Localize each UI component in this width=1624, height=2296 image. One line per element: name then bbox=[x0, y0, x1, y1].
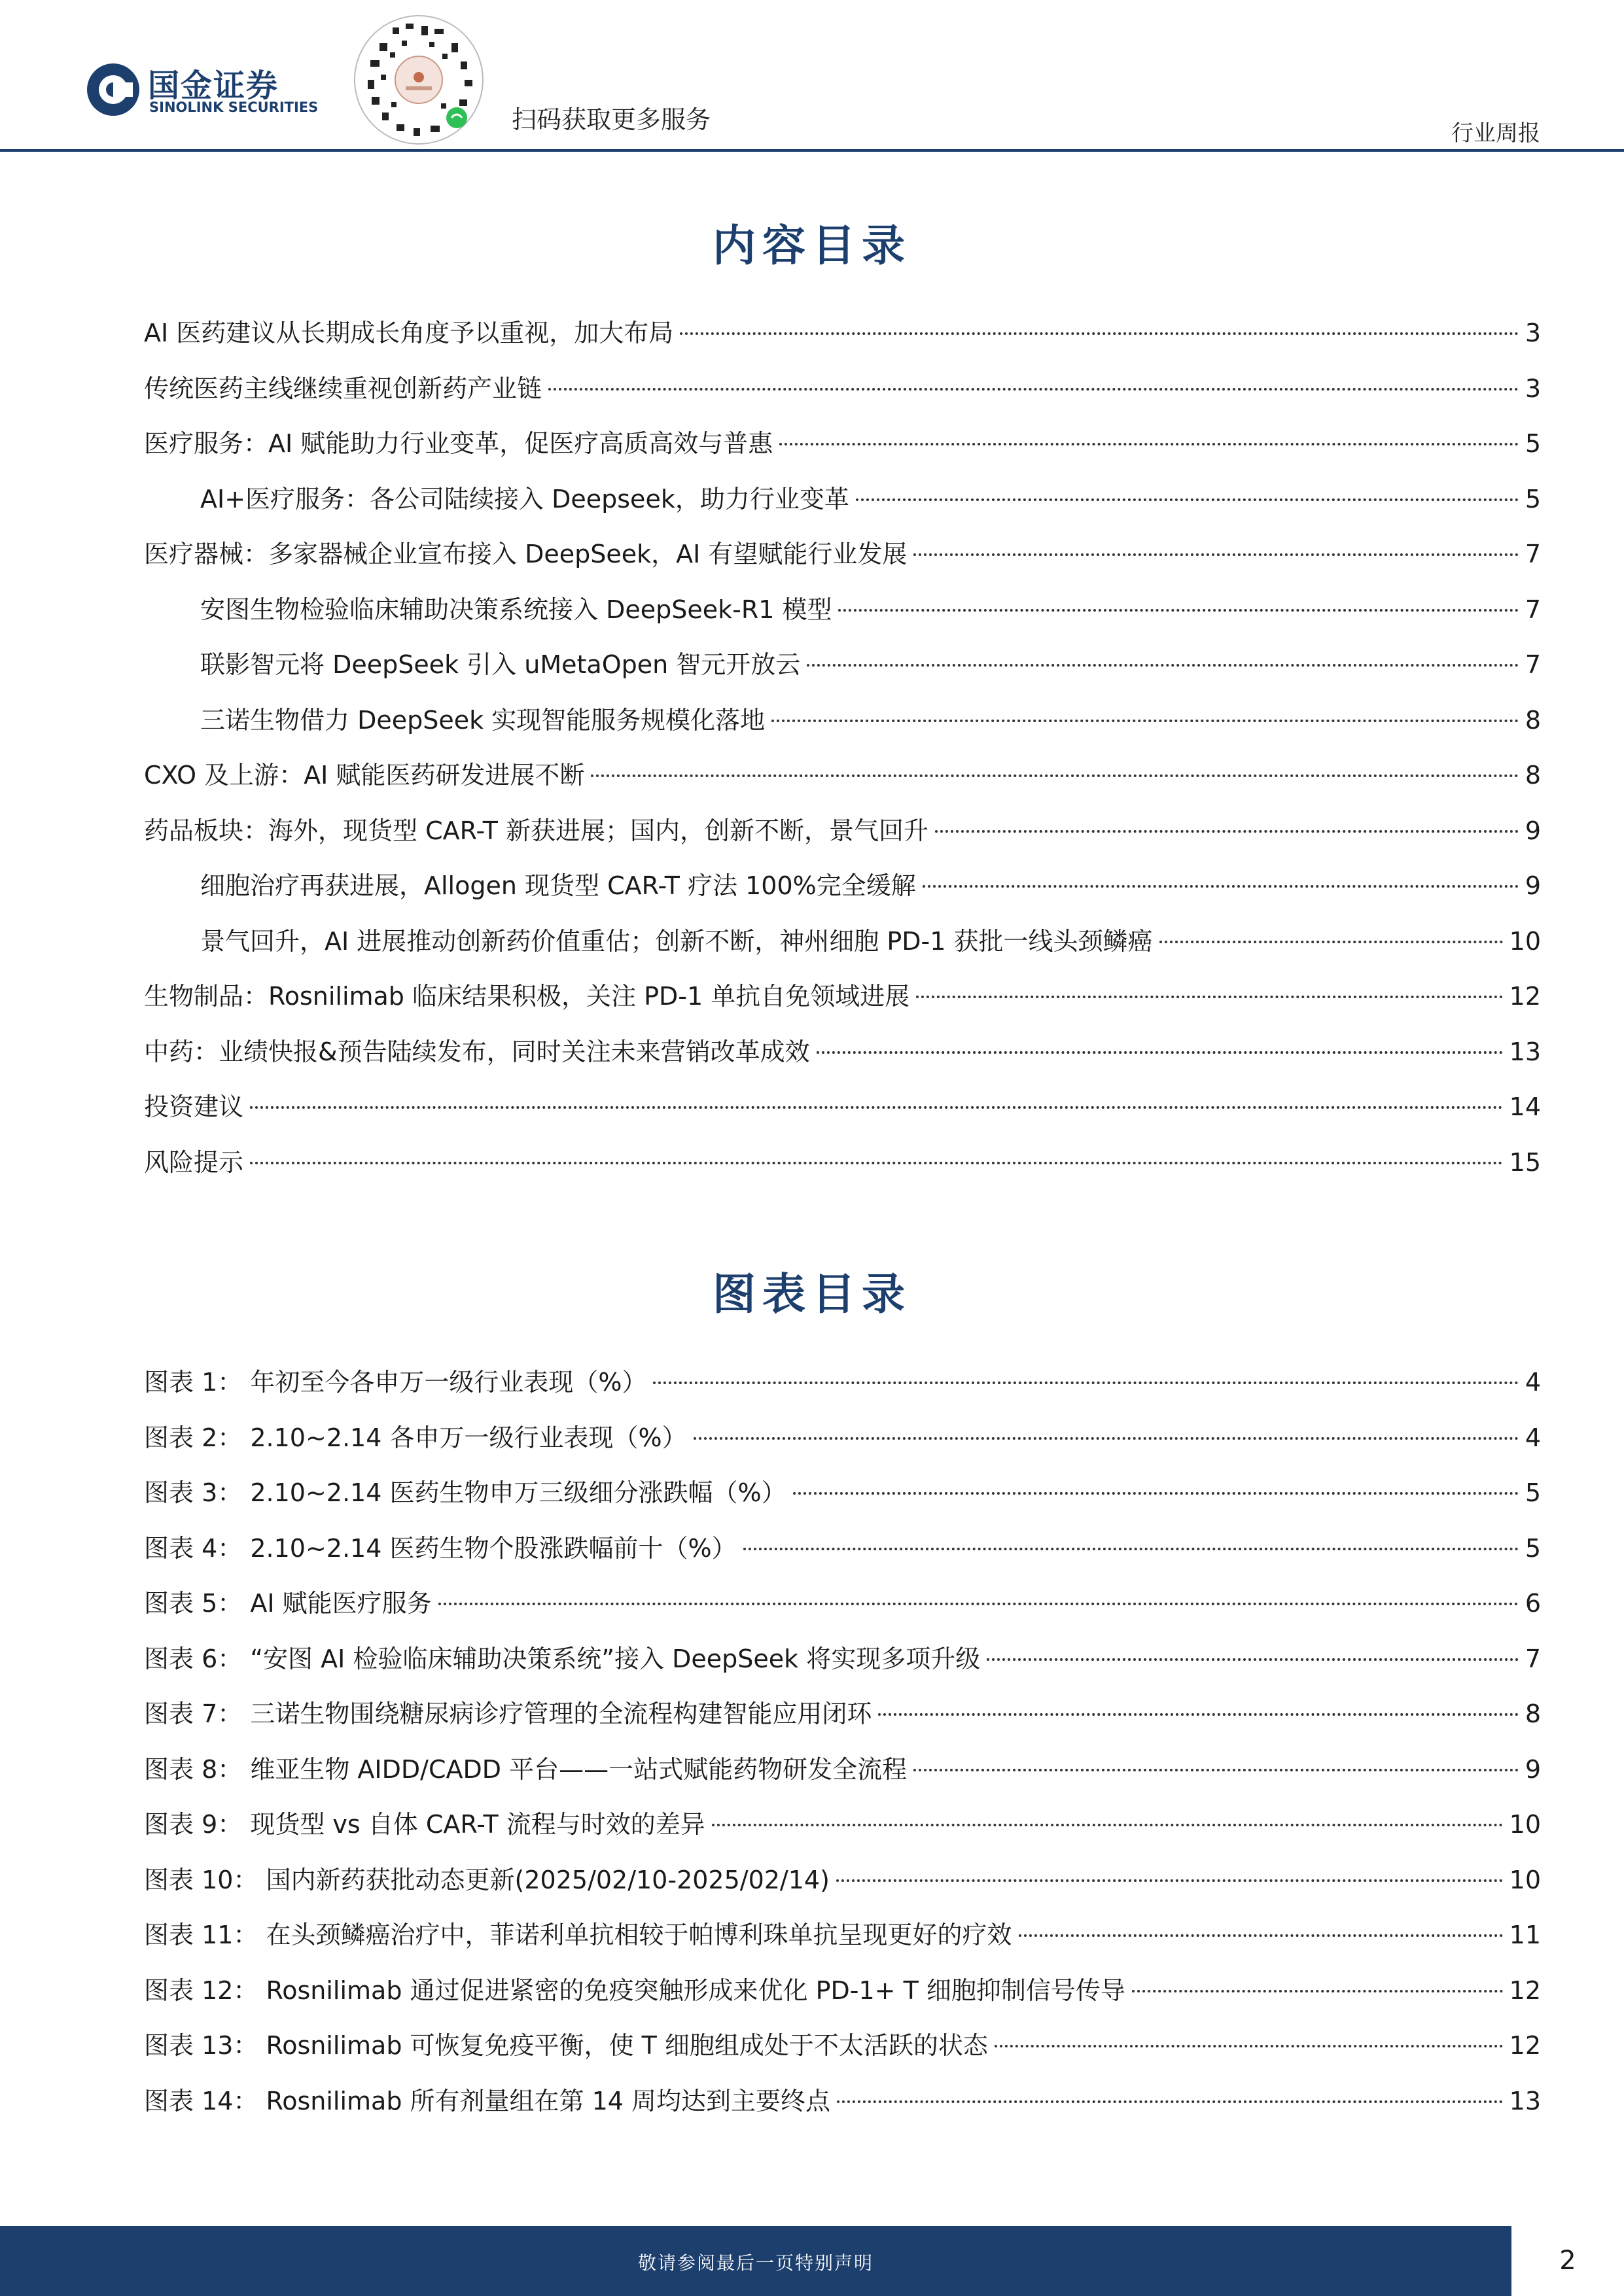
entry-page-number: 4 bbox=[1525, 1368, 1541, 1397]
entry-page-number: 8 bbox=[1525, 705, 1541, 735]
entry-label: 生物制品：Rosnilimab 临床结果积极，关注 PD-1 单抗自免领域进展 bbox=[144, 982, 910, 1011]
entry-page-number: 5 bbox=[1525, 429, 1541, 458]
company-logo-icon bbox=[86, 63, 140, 116]
figure-entry[interactable] bbox=[144, 1528, 1541, 1584]
entry-label: CXO 及上游：AI 赋能医药研发进展不断 bbox=[144, 761, 585, 790]
logo-chinese-name: 国金证券 bbox=[148, 67, 279, 104]
dot-leader bbox=[817, 1051, 1503, 1054]
entry-label: 图表 4： 2.10~2.14 医药生物个股涨跌幅前十（%） bbox=[144, 1533, 737, 1563]
qr-caption: 扫码获取更多服务 bbox=[512, 105, 711, 134]
document-type-label: 行业周报 bbox=[1451, 120, 1540, 147]
toc-entry[interactable] bbox=[144, 810, 1541, 866]
toc-entry[interactable] bbox=[144, 368, 1541, 424]
entry-label: 投资建议 bbox=[144, 1092, 244, 1121]
dot-leader bbox=[1019, 1934, 1503, 1937]
entry-page-number: 10 bbox=[1509, 1810, 1541, 1839]
figure-entry[interactable] bbox=[144, 1472, 1541, 1528]
dot-leader bbox=[995, 2045, 1503, 2047]
entry-label: 图表 3： 2.10~2.14 医药生物申万三级细分涨跌幅（%） bbox=[144, 1478, 786, 1507]
entry-label: 图表 14： Rosnilimab 所有剂量组在第 14 周均达到主要终点 bbox=[144, 2086, 831, 2115]
entry-page-number: 8 bbox=[1525, 1699, 1541, 1728]
entry-label: 图表 7： 三诺生物围绕糖尿病诊疗管理的全流程构建智能应用闭环 bbox=[144, 1699, 872, 1728]
entry-page-number: 9 bbox=[1525, 871, 1541, 900]
figure-entry[interactable] bbox=[144, 1804, 1541, 1860]
entry-label: AI 医药建议从长期成长角度予以重视，加大布局 bbox=[144, 319, 674, 347]
figure-entry[interactable] bbox=[144, 1362, 1541, 1418]
entry-label: 图表 10： 国内新药获批动态更新(2025/02/10-2025/02/14) bbox=[144, 1865, 830, 1894]
dot-leader bbox=[987, 1658, 1519, 1661]
toc-entry[interactable] bbox=[144, 755, 1541, 810]
figure-entry[interactable] bbox=[144, 1915, 1541, 1970]
qr-code-icon[interactable] bbox=[353, 14, 484, 145]
toc-list bbox=[144, 313, 1541, 1197]
entry-page-number: 10 bbox=[1509, 1865, 1541, 1894]
entry-label: 药品板块：海外，现货型 CAR-T 新获进展；国内，创新不断，景气回升 bbox=[144, 816, 928, 845]
dot-leader bbox=[1159, 941, 1503, 943]
entry-page-number: 3 bbox=[1525, 319, 1541, 347]
entry-page-number: 5 bbox=[1525, 484, 1541, 513]
entry-page-number: 13 bbox=[1509, 2086, 1541, 2115]
dot-leader bbox=[438, 1603, 1519, 1605]
entry-page-number: 15 bbox=[1509, 1147, 1541, 1177]
entry-page-number: 13 bbox=[1509, 1037, 1541, 1066]
entry-label: 图表 2： 2.10~2.14 各申万一级行业表现（%） bbox=[144, 1423, 687, 1452]
dot-leader bbox=[591, 774, 1518, 777]
toc-entry[interactable] bbox=[144, 1142, 1541, 1198]
toc-title: 内容目录 bbox=[713, 220, 911, 271]
dot-leader bbox=[807, 664, 1519, 667]
toc-entry[interactable] bbox=[144, 865, 1541, 921]
entry-page-number: 4 bbox=[1525, 1423, 1541, 1452]
entry-page-number: 5 bbox=[1525, 1533, 1541, 1563]
toc-entry[interactable] bbox=[144, 534, 1541, 589]
entry-page-number: 9 bbox=[1525, 816, 1541, 845]
toc-entry[interactable] bbox=[144, 1087, 1541, 1142]
figure-list-title: 图表目录 bbox=[713, 1268, 911, 1319]
figure-entry[interactable] bbox=[144, 1639, 1541, 1694]
dot-leader bbox=[694, 1437, 1519, 1440]
dot-leader bbox=[916, 996, 1502, 998]
logo-english-name: SINOLINK SECURITIES bbox=[149, 99, 319, 115]
dot-leader bbox=[878, 1713, 1518, 1716]
entry-label: 医疗器械：多家器械企业宣布接入 DeepSeek，AI 有望赋能行业发展 bbox=[144, 540, 908, 568]
dot-leader bbox=[838, 609, 1518, 612]
entry-label: 风险提示 bbox=[144, 1147, 244, 1177]
dot-leader bbox=[250, 1106, 1503, 1109]
dot-leader bbox=[836, 1879, 1503, 1882]
dot-leader bbox=[793, 1492, 1519, 1495]
entry-page-number: 10 bbox=[1509, 926, 1541, 956]
entry-label: 图表 12： Rosnilimab 通过促进紧密的免疫突触形成来优化 PD-1+ T 细胞抑制信号传导 bbox=[144, 1975, 1125, 2005]
entry-label: 安图生物检验临床辅助决策系统接入 DeepSeek-R1 模型 bbox=[200, 595, 832, 624]
entry-label: 传统医药主线继续重视创新药产业链 bbox=[144, 374, 542, 403]
toc-entry[interactable] bbox=[144, 479, 1541, 534]
dot-leader bbox=[837, 2100, 1503, 2103]
entry-label: 图表 6： “安图 AI 检验临床辅助决策系统”接入 DeepSeek 将实现多项升级 bbox=[144, 1644, 981, 1673]
entry-label: 图表 13： Rosnilimab 可恢复免疫平衡，使 T 细胞组成处于不太活跃的状态 bbox=[144, 2031, 988, 2060]
entry-page-number: 12 bbox=[1509, 2031, 1541, 2060]
entry-page-number: 7 bbox=[1525, 540, 1541, 568]
figure-entry[interactable] bbox=[144, 1583, 1541, 1639]
page-number: 2 bbox=[1559, 2246, 1576, 2276]
entry-label: 图表 11： 在头颈鳞癌治疗中，菲诺利单抗相较于帕博利珠单抗呈现更好的疗效 bbox=[144, 1921, 1012, 1949]
entry-page-number: 11 bbox=[1509, 1921, 1541, 1949]
entry-label: AI+医疗服务：各公司陆续接入 Deepseek，助力行业变革 bbox=[200, 484, 849, 513]
toc-entry[interactable] bbox=[144, 589, 1541, 645]
entry-label: 景气回升，AI 进展推动创新药价值重估；创新不断，神州细胞 PD-1 获批一线头颈鳞癌 bbox=[200, 926, 1153, 956]
toc-entry[interactable] bbox=[144, 644, 1541, 700]
entry-page-number: 8 bbox=[1525, 761, 1541, 790]
entry-page-number: 12 bbox=[1509, 1975, 1541, 2005]
entry-label: 联影智元将 DeepSeek 引入 uMetaOpen 智元开放云 bbox=[200, 650, 801, 679]
entry-page-number: 6 bbox=[1525, 1589, 1541, 1618]
entry-page-number: 12 bbox=[1509, 982, 1541, 1011]
figure-entry[interactable] bbox=[144, 1694, 1541, 1749]
entry-label: 图表 9： 现货型 vs 自体 CAR-T 流程与时效的差异 bbox=[144, 1810, 705, 1839]
toc-entry[interactable] bbox=[144, 921, 1541, 977]
entry-label: 医疗服务：AI 赋能助力行业变革，促医疗高质高效与普惠 bbox=[144, 429, 773, 458]
toc-entry[interactable] bbox=[144, 1032, 1541, 1087]
toc-entry[interactable] bbox=[144, 423, 1541, 479]
figure-entry[interactable] bbox=[144, 2025, 1541, 2081]
figure-entry[interactable] bbox=[144, 1970, 1541, 2026]
entry-page-number: 9 bbox=[1525, 1754, 1541, 1784]
entry-label: 三诺生物借力 DeepSeek 实现智能服务规模化落地 bbox=[200, 705, 766, 735]
entry-page-number: 7 bbox=[1525, 595, 1541, 624]
dot-leader bbox=[771, 720, 1519, 722]
figure-list bbox=[144, 1362, 1541, 2136]
dot-leader bbox=[250, 1162, 1503, 1164]
toc-entry[interactable] bbox=[144, 313, 1541, 368]
dot-leader bbox=[712, 1824, 1503, 1826]
figure-entry[interactable] bbox=[144, 1418, 1541, 1473]
entry-page-number: 3 bbox=[1525, 374, 1541, 403]
toc-entry[interactable] bbox=[144, 700, 1541, 756]
footer-disclaimer[interactable]: 敬请参阅最后一页特别声明 bbox=[637, 2252, 874, 2274]
dot-leader bbox=[548, 388, 1519, 391]
dot-leader bbox=[779, 443, 1519, 445]
entry-page-number: 5 bbox=[1525, 1478, 1541, 1507]
entry-label: 图表 5： AI 赋能医疗服务 bbox=[144, 1589, 432, 1618]
dot-leader bbox=[680, 332, 1519, 335]
entry-page-number: 7 bbox=[1525, 650, 1541, 679]
entry-label: 细胞治疗再获进展，Allogen 现货型 CAR-T 疗法 100%完全缓解 bbox=[200, 871, 916, 900]
entry-label: 中药：业绩快报&预告陆续发布，同时关注未来营销改革成效 bbox=[144, 1037, 810, 1066]
header-divider bbox=[0, 149, 1624, 152]
dot-leader bbox=[653, 1382, 1518, 1384]
figure-entry[interactable] bbox=[144, 1860, 1541, 1915]
dot-leader bbox=[923, 885, 1519, 888]
entry-page-number: 7 bbox=[1525, 1644, 1541, 1673]
dot-leader bbox=[1132, 1990, 1503, 1992]
dot-leader bbox=[935, 830, 1519, 833]
toc-entry[interactable] bbox=[144, 976, 1541, 1032]
figure-entry[interactable] bbox=[144, 2081, 1541, 2136]
entry-label: 图表 8： 维亚生物 AIDD/CADD 平台——一站式赋能药物研发全流程 bbox=[144, 1754, 908, 1784]
dot-leader bbox=[743, 1548, 1519, 1550]
entry-page-number: 14 bbox=[1509, 1092, 1541, 1121]
dot-leader bbox=[856, 498, 1519, 501]
dot-leader bbox=[913, 553, 1518, 556]
figure-entry[interactable] bbox=[144, 1749, 1541, 1805]
dot-leader bbox=[913, 1769, 1519, 1771]
entry-label: 图表 1： 年初至今各申万一级行业表现（%） bbox=[144, 1368, 647, 1397]
